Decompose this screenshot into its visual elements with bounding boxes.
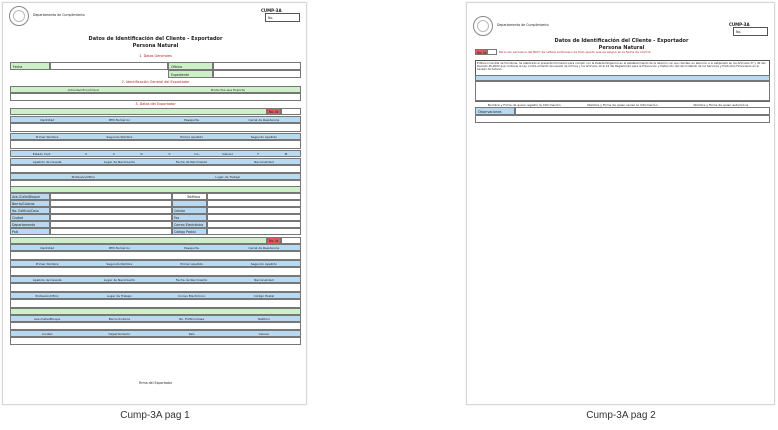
bch-seal-logo xyxy=(473,16,493,36)
domicilio-left-field[interactable] xyxy=(50,221,172,228)
conyuge-row4-fields[interactable] xyxy=(10,299,301,308)
exportador-no-id-field[interactable] xyxy=(281,108,301,115)
domicilio-row xyxy=(10,228,301,235)
no-id-field[interactable] xyxy=(487,49,497,55)
conyuge-row2-fields[interactable] xyxy=(10,267,301,276)
domicilio-left-label: Ciudad xyxy=(10,214,50,221)
actividad-header-row xyxy=(10,86,301,93)
exportador-row3-labels: Apellido de Casada Lugar de Nacimiento Fecha de Nacimiento Nacionalidad xyxy=(10,158,301,165)
document-page-1 xyxy=(2,2,307,405)
form-title: Datos de Identificación del Cliente - Exportador xyxy=(554,38,689,44)
declaration-text: El Banco Central de Honduras, ha elaborado el presente formulario para cumplir con la Debida Diligencia en el establecimiento de la relación con sus clientes, en atención a lo estipulado en los Artículos 37 y 40 del Decreto 45-2002 que contiene la Ley contra el Delito de Lavado de Activos y los artículos 10 al 22 del Reglamento para la Prevención y Detección del Uso Indebido de los Servicios y Productos Financieros en el Lavado de Activos. xyxy=(475,60,770,79)
exportador-row2-fields[interactable] xyxy=(10,140,301,149)
domicilio-right-field[interactable] xyxy=(207,214,301,221)
caption-page-2: Cump-3A pag 2 xyxy=(586,410,656,421)
inversionista-row2-fields[interactable] xyxy=(10,337,301,345)
exportador-no-id: No. Id xyxy=(267,108,281,115)
bch-seal-logo xyxy=(9,6,29,26)
form-code: CUMP-3A xyxy=(261,8,282,13)
no-id-cell: No. Id xyxy=(477,51,487,55)
domicilio-row xyxy=(10,221,301,228)
document-page-2 xyxy=(466,2,775,405)
domicilio-row xyxy=(10,214,301,221)
domicilio-left-field[interactable] xyxy=(50,200,172,207)
domicilio-right-field[interactable] xyxy=(207,221,301,228)
domicilio-header xyxy=(10,186,301,193)
exportador-row2-labels: Primer Nombre Segundo Nombre Primer Apellido Segundo Apellido xyxy=(10,133,301,140)
domicilio-left-label: Departamento xyxy=(10,221,50,228)
conyuge-row3-fields[interactable] xyxy=(10,283,301,292)
exportador-row3-fields[interactable] xyxy=(10,165,301,173)
domicilio-left-label: No. Edificio/Casa xyxy=(10,207,50,214)
no-label: No. xyxy=(268,16,274,20)
fecha-label-cell: Fecha xyxy=(10,62,50,70)
fecha-field[interactable] xyxy=(50,62,168,70)
exportador-row1-fields[interactable] xyxy=(10,123,301,132)
section-3-title: 3. Datos del Exportador xyxy=(135,102,176,106)
estado-civil-row[interactable]: Estado Civil S C D V U.L. Género F M xyxy=(10,150,301,157)
domicilio-left-label: Ave./Calle/Bloque xyxy=(10,193,50,200)
domicilio-right-field[interactable] xyxy=(207,200,301,207)
domicilio-left-label: Barrio/Colonia xyxy=(10,200,50,207)
domicilio-row xyxy=(10,200,301,207)
domicilio-left-field[interactable] xyxy=(50,207,172,214)
actividad-field[interactable] xyxy=(10,93,301,101)
conyuge-row2-labels: Primer Nombre Segundo Nombre Primer Apellido Segundo Apellido xyxy=(10,260,301,267)
caption-page-1: Cump-3A pag 1 xyxy=(120,410,190,421)
form-code: CUMP-3A xyxy=(729,22,750,27)
warning-text: Para uso exclusivo del BCH: Se refiere al Número de folio quedó que se asignó en la fecha de control. xyxy=(499,50,652,54)
observaciones-field-2[interactable] xyxy=(475,115,770,123)
department-name: Departamento de Cumplimiento xyxy=(497,23,549,27)
conyuge-row4-labels: Profesión/Oficio Lugar de Trabajo Correo Electrónico Código Postal xyxy=(10,292,301,299)
section-1-title: 1. Datos Generales xyxy=(139,54,172,58)
domicilio-table xyxy=(10,193,301,235)
domicilio-row xyxy=(10,193,301,200)
observaciones-field[interactable] xyxy=(515,107,770,115)
conyuge-no-id-field[interactable] xyxy=(281,237,301,244)
conyuge-header xyxy=(10,237,267,244)
actividad-label: Actividad Económica xyxy=(67,88,99,92)
oficina-field[interactable] xyxy=(213,62,301,70)
domicilio-right-label: Celular xyxy=(172,207,207,214)
form-subtitle: Persona Natural xyxy=(132,43,179,49)
domicilio-left-field[interactable] xyxy=(50,193,172,200)
exportador-header xyxy=(10,108,267,115)
firma-exportador-label: Firma del Exportador xyxy=(138,381,173,385)
domicilio-right-label xyxy=(172,200,207,207)
conyuge-row3-labels: Apellido de Casada Lugar de Nacimiento Fecha de Nacimiento Nacionalidad xyxy=(10,276,301,283)
domicilio-row xyxy=(10,207,301,214)
conyuge-row1-labels: Identidad RTN Numérico Pasaporte Carné de Residencia xyxy=(10,244,301,251)
expediente-label-cell: Expediente xyxy=(168,70,213,78)
observaciones-label-cell: Observaciones xyxy=(475,107,515,115)
conyuge-no-id: No. Id xyxy=(267,237,281,244)
inversionista-row1-labels: Ave./Calle/Bloque Barrio/Colonia No. Edificio/Casa Teléfono xyxy=(10,315,301,322)
productos-label: Productos que Exporta xyxy=(210,88,245,92)
domicilio-left-field[interactable] xyxy=(50,228,172,235)
inversionista-header xyxy=(10,308,301,315)
section-2-title: 2. Identificación General del Exportador xyxy=(121,80,190,84)
domicilio-right-label: Teléfono xyxy=(172,193,207,200)
exportador-row1-labels: Identidad RTN Numérico Pasaporte Carné de Residencia xyxy=(10,116,301,123)
inversionista-row2-labels: Ciudad Departamento País Celular xyxy=(10,330,301,337)
domicilio-right-label: Código Postal xyxy=(172,228,207,235)
form-number-box: No. xyxy=(733,27,768,36)
domicilio-right-field[interactable] xyxy=(207,207,301,214)
domicilio-right-field[interactable] xyxy=(207,228,301,235)
domicilio-right-label: Correo Electrónico xyxy=(172,221,207,228)
expediente-field[interactable] xyxy=(213,70,301,78)
domicilio-left-label: País xyxy=(10,228,50,235)
conyuge-row1-fields[interactable] xyxy=(10,251,301,260)
bch-signature-area[interactable] xyxy=(475,81,770,101)
exportador-row4-labels: Profesión/Oficio Lugar de Trabajo xyxy=(10,173,301,180)
inversionista-row1-fields[interactable] xyxy=(10,322,301,330)
domicilio-left-field[interactable] xyxy=(50,214,172,221)
signature-labels: Nombre y Firma de quien registró la Información Nombre y Firma de quien revisó la Información Nombre y Firma de quien autorizó la xyxy=(475,101,770,108)
domicilio-right-label: Fax xyxy=(172,214,207,221)
form-subtitle: Persona Natural xyxy=(598,45,645,51)
oficina-label-cell: Oficina xyxy=(168,62,213,70)
department-name: Departamento de Cumplimiento xyxy=(33,13,85,17)
form-number-box xyxy=(265,13,300,22)
form-title: Datos de Identificación del Cliente - Exportador xyxy=(88,36,223,42)
domicilio-right-field[interactable] xyxy=(207,193,301,200)
